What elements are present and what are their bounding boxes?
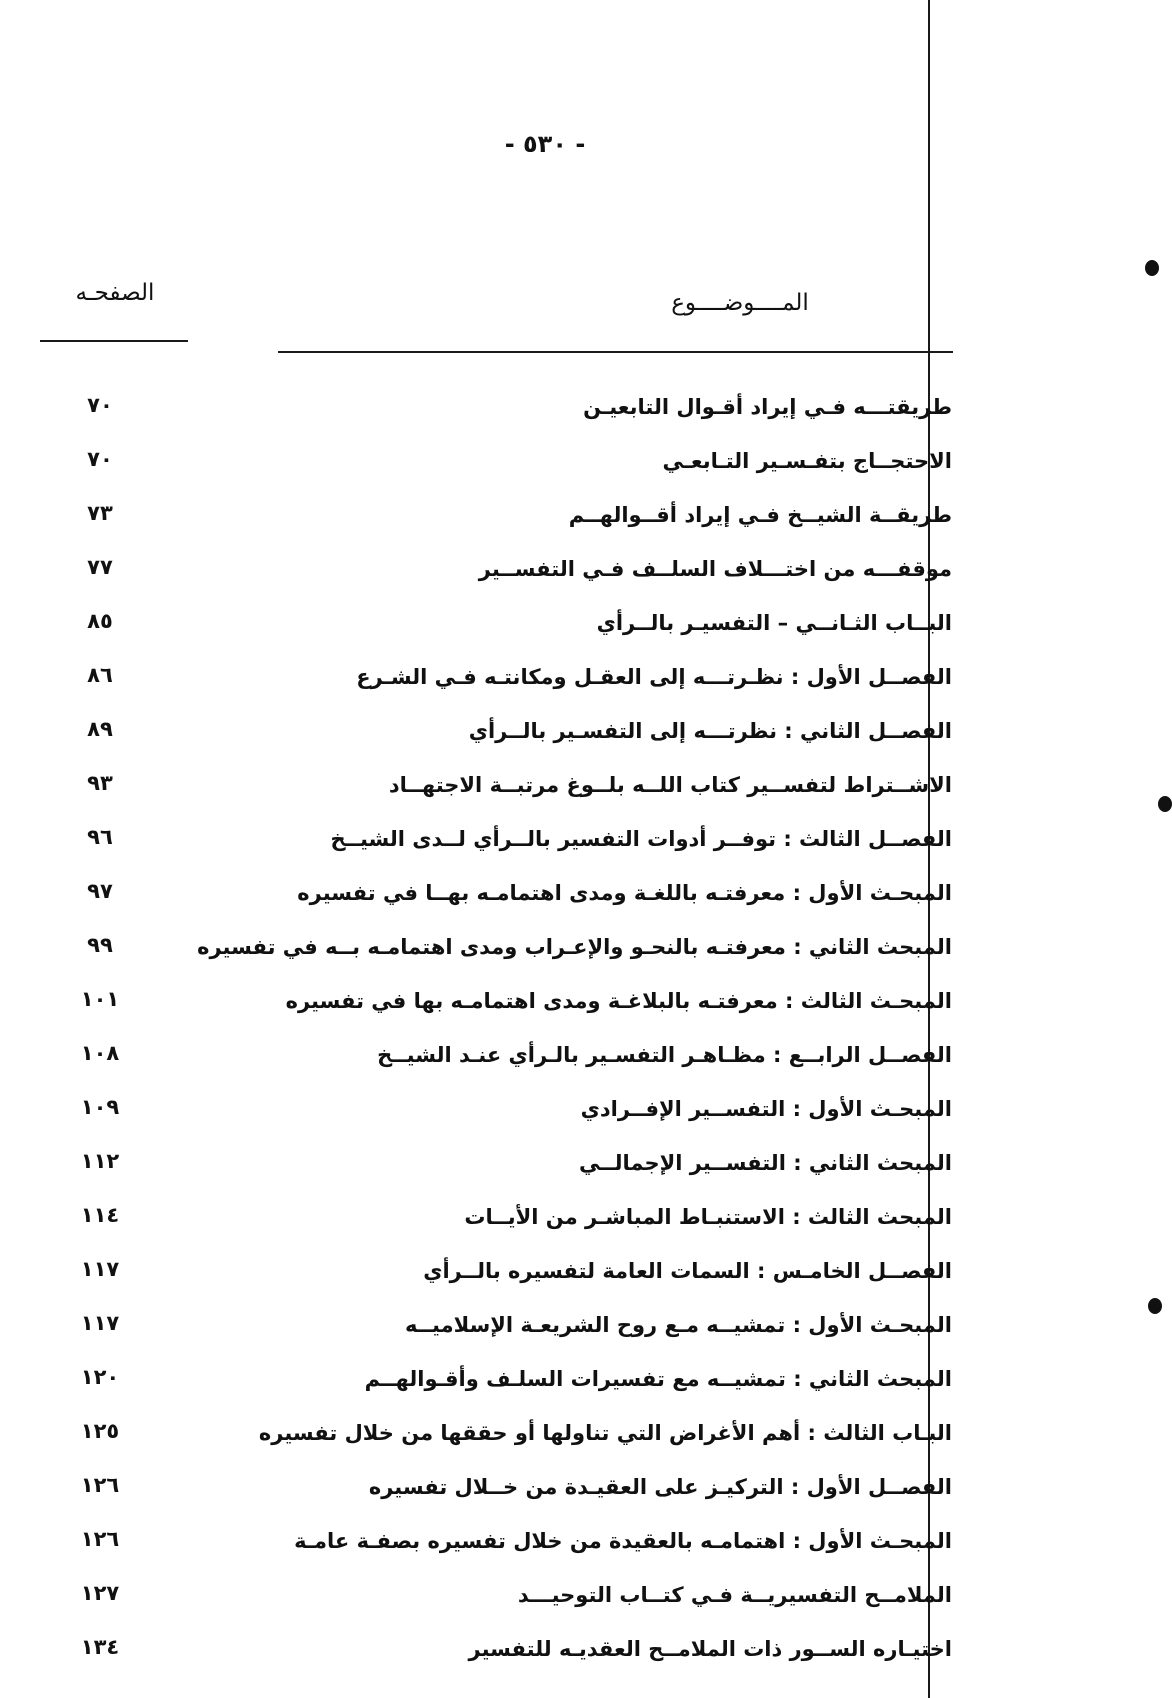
toc-entry-page: ٨٦	[87, 663, 113, 687]
toc-entry-title: الاشــتراط لتفســير كتاب اللــه بلــوغ مرتبــة الاجتهــاد	[388, 773, 952, 797]
toc-entry-title: المبحث الثاني : معرفتـه بالنحـو والإعـراب ومدى اهتمامـه بــه في تفسيره	[197, 935, 952, 959]
toc-entry-title: الفصــل الثالث : توفــر أدوات التفسير بالــرأي لــدى الشيــخ	[330, 827, 952, 851]
toc-entry-page: ١٠٨	[80, 1041, 120, 1065]
toc-entry	[0, 1465, 1172, 1519]
toc-entry	[0, 1411, 1172, 1465]
toc-entry-page: ١١٤	[80, 1203, 120, 1227]
toc-entry-page: ١٢٦	[80, 1527, 120, 1551]
toc-entry	[0, 439, 1172, 493]
topic-header-underline	[278, 351, 953, 353]
toc-entry-title: الفصــل الأول : التركيـز على العقيـدة من خــلال تفسيره	[368, 1475, 952, 1499]
toc-entry-title: المبحث الثالث : الاستنبـاط المباشـر من الأيــات	[464, 1205, 952, 1229]
topic-column-header: المــــوضــــوع	[671, 290, 809, 316]
toc-entry-page: ١٢٧	[80, 1581, 120, 1605]
toc-entry-title: الفصــل الرابــع : مظـاهـر التفسـير بالـرأي عنـد الشيــخ	[377, 1043, 952, 1067]
toc-entry	[0, 601, 1172, 655]
toc-entry-title: المبحـث الأول : اهتمامـه بالعقيدة من خلال تفسيره بصفـة عامـة	[294, 1529, 952, 1553]
toc-entry	[0, 817, 1172, 871]
toc-entry-page: ٩٧	[87, 879, 113, 903]
toc-entry	[0, 1249, 1172, 1303]
toc-entry-title: اختيـاره الســور ذات الملامــح العقديـه للتفسير	[468, 1637, 952, 1661]
table-of-contents	[0, 385, 1172, 1681]
toc-entry-page: ١٢٦	[80, 1473, 120, 1497]
toc-entry	[0, 1519, 1172, 1573]
toc-entry-title: المبحث الثاني : التفســير الإجمالــي	[579, 1151, 952, 1175]
toc-entry-title: طريقــة الشيــخ فـي إيراد أقــوالهــم	[568, 503, 952, 527]
toc-entry	[0, 1033, 1172, 1087]
toc-entry	[0, 763, 1172, 817]
toc-entry-title: الاحتجــاج بتفـسـير التـابعـي	[662, 449, 952, 473]
toc-entry	[0, 1357, 1172, 1411]
toc-entry	[0, 1303, 1172, 1357]
toc-entry-page: ١١٧	[80, 1257, 120, 1281]
toc-entry	[0, 385, 1172, 439]
page-number: - ٥٣٠ -	[504, 130, 586, 158]
toc-entry-title: الفصــل الثاني : نظرتـــه إلى التفسـير بالــرأي	[468, 719, 952, 743]
toc-entry	[0, 547, 1172, 601]
toc-entry	[0, 1195, 1172, 1249]
toc-entry-title: المبحث الثاني : تمشيــه مع تفسيرات السلـف وأقـوالهــم	[364, 1367, 952, 1391]
toc-entry-page: ٧٧	[87, 555, 113, 579]
toc-entry	[0, 1573, 1172, 1627]
toc-entry-page: ١١٧	[80, 1311, 120, 1335]
toc-entry	[0, 493, 1172, 547]
toc-entry-title: البـاب الثالث : أهم الأغراض التي تناولها أو حققها من خلال تفسيره	[258, 1421, 952, 1445]
toc-entry	[0, 1627, 1172, 1681]
toc-entry-page: ١١٢	[80, 1149, 120, 1173]
toc-entry-page: ٩٦	[87, 825, 113, 849]
toc-entry	[0, 655, 1172, 709]
toc-entry	[0, 1087, 1172, 1141]
toc-entry-page: ١٠١	[80, 987, 120, 1011]
toc-entry-title: البــاب الثـانــي – التفسيـر بالــرأي	[596, 611, 952, 635]
page-header-underline	[40, 340, 188, 342]
toc-entry-title: طريقتـــه فـي إيراد أقـوال التابعيـن	[583, 395, 952, 419]
toc-entry-title: الفصــل الأول : نظـرتـــه إلى العقـل ومكانتـه فـي الشـرع	[356, 665, 952, 689]
toc-entry	[0, 871, 1172, 925]
toc-entry-page: ٧٠	[87, 393, 113, 417]
toc-entry-page: ١٢٥	[80, 1419, 120, 1443]
toc-entry-page: ١٣٤	[80, 1635, 120, 1659]
toc-entry-page: ١٠٩	[80, 1095, 120, 1119]
toc-entry	[0, 925, 1172, 979]
toc-entry-title: المبحـث الأول : معرفتـه باللغـة ومدى اهتمامـه بهــا في تفسيره	[297, 881, 952, 905]
toc-entry-page: ١٢٠	[80, 1365, 120, 1389]
toc-entry-page: ٨٩	[87, 717, 113, 741]
toc-entry-page: ٧٠	[87, 447, 113, 471]
page-column-header: الصفحـه	[75, 280, 155, 306]
toc-entry-page: ٨٥	[87, 609, 113, 633]
toc-entry	[0, 1141, 1172, 1195]
toc-entry-title: المبحـث الثالث : معرفتـه بالبلاغـة ومدى اهتمامـه بها في تفسيره	[285, 989, 952, 1013]
toc-entry-page: ٧٣	[87, 501, 113, 525]
toc-entry-title: المبحـث الأول : تمشيــه مـع روح الشريعـة الإسلاميــه	[404, 1313, 952, 1337]
toc-entry-title: الملامــح التفسيريــة فـي كتــاب التوحيـــد	[517, 1583, 952, 1607]
toc-entry	[0, 709, 1172, 763]
toc-entry-title: المبحـث الأول : التفســير الإفــرادي	[580, 1097, 952, 1121]
toc-entry-page: ٩٩	[87, 933, 113, 957]
toc-entry-title: موقفـــه من اختـــلاف السلــف فـي التفســير	[478, 557, 952, 581]
toc-entry-title: الفصــل الخامـس : السمات العامة لتفسيره بالــرأي	[423, 1259, 952, 1283]
toc-entry	[0, 979, 1172, 1033]
toc-entry-page: ٩٣	[87, 771, 113, 795]
punch-hole-mark	[1145, 260, 1159, 276]
